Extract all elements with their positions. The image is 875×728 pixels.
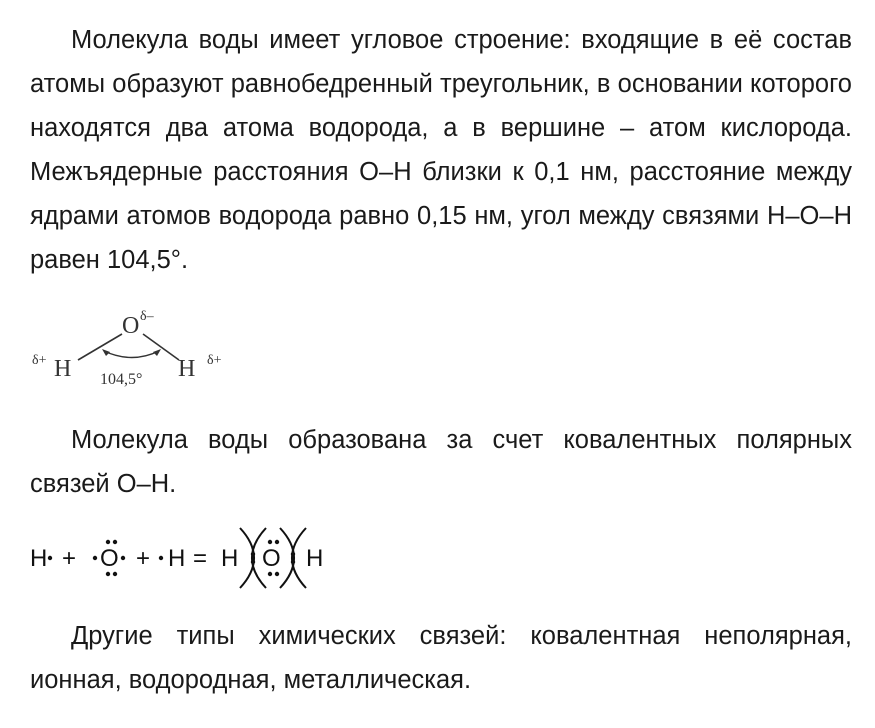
lewis-hydrogen-2: H — [168, 545, 186, 572]
equals-sign: = — [193, 545, 208, 572]
angle-label: 104,5° — [100, 371, 143, 388]
paragraph-text: Другие типы химических связей: ковалентная неполярная, ионная, водородная, металлическая. — [30, 622, 852, 694]
angle-arc — [104, 351, 159, 358]
paragraph-covalent-bonds — [30, 418, 852, 506]
bond-right — [143, 334, 179, 360]
electron-dot — [48, 556, 52, 560]
lewis-hydrogen-3: H — [221, 545, 239, 572]
hydrogen-right-label: H — [178, 356, 196, 382]
hydrogen-right-charge: δ+ — [207, 353, 222, 368]
oxygen-label: O — [122, 313, 140, 339]
bond-left — [78, 334, 122, 360]
lewis-oxygen-2: O — [262, 545, 281, 572]
lewis-hydrogen-1: H — [30, 545, 48, 572]
plus-sign-2: + — [136, 545, 151, 572]
angle-arrow-right — [153, 349, 161, 356]
plus-sign-1: + — [62, 545, 77, 572]
paragraph-bond-types — [30, 614, 852, 702]
paragraph-text: Молекула воды образована за счет ковалентных полярных связей О–Н. — [30, 426, 852, 498]
paragraph-text: Молекула воды имеет угловое строение: входящие в её состав атомы образуют равнобедренный треугольник, в основании которого находятся два атома водорода, а в вершине – атом кислорода. Межъядерные расстояния О–Н близки к 0,1 нм, расстояние между ядрами атомов водорода равно 0,15 нм, угол между связями Н–О–Н равен 104,5°. — [30, 26, 852, 274]
lewis-hydrogen-4: H — [306, 545, 324, 572]
hydrogen-left-label: H — [54, 356, 72, 382]
oxygen-charge: δ– — [140, 309, 154, 324]
angle-arrow-left — [102, 349, 110, 356]
electron-dot — [159, 556, 163, 560]
lewis-oxygen: O — [100, 545, 119, 572]
lewis-formation-diagram — [28, 520, 348, 592]
paragraph-water-structure — [30, 18, 852, 282]
hydrogen-left-charge: δ+ — [32, 353, 47, 368]
water-molecule-structure-diagram — [30, 300, 250, 390]
